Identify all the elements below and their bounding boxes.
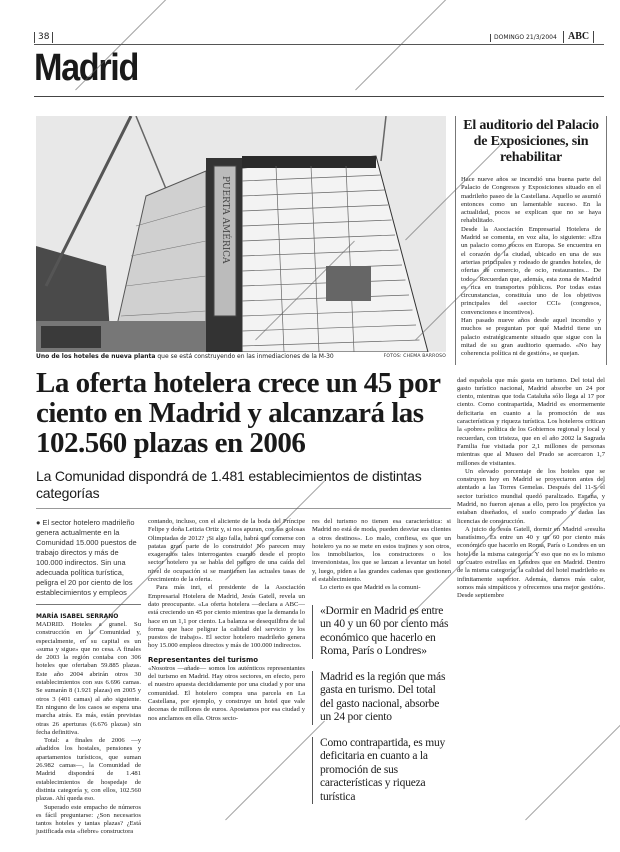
subhead-rule bbox=[36, 508, 451, 509]
paragraph: dad española que más gasta en turismo. Del total del gasto turístico nacional, Madrid absorbe un 24 por ciento, mientras que toda Cataluña sólo llega al 17 por ciento. Como contrapartida, Madrid es enormemente deficitaria en cuanto a la promoción de sus características y riqueza turística. Los hoteleros critican la «pobre» política de los Gobiernos regional y local y recuerdan, con tristeza, que en el año 2002 la Sagrada Familia fue visitada por 2,1 millones de personas mientras que al Museo del Prado se acercaron 1,7 millones de visitantes. bbox=[457, 376, 605, 467]
article-column-1 bbox=[36, 518, 141, 837]
article-column-2 bbox=[148, 518, 305, 723]
paragraph: MADRID. Hoteles a granel. Su construcción en la Comunidad y, especialmente, en su capital es un «suma y sigue» que no cesa. A finales de 2003 la región contaba con 306 hoteles que ofertaban 59.885 plazas. Este año 2004 abrirán otros 30 establecimientos con sus 6.696 camas. Se sumarán 8 (1.921 plazas) en 2005 y otros 3 (401 camas) al año siguiente. En ninguno de los casos se espera una marcha atrás. Es más, están previstas otras 26 aperturas (6.676 plazas) sin fecha definitiva. bbox=[36, 621, 141, 736]
page-number: 38 bbox=[34, 32, 53, 43]
watermark-line bbox=[355, 0, 455, 90]
sidebar-title: El auditorio del Palacio de Exposiciones, sin rehabilitar bbox=[463, 118, 599, 165]
paragraph: Un elevado porcentaje de los hoteles que se construyen hoy en Madrid se proyectaron antes del atentado a las Torres Gemelas. Después del 11-S el sector turístico mundial quedó paralizado. España, y Madrid, no fueron ajenas a ello, pero los proyectos ya estaban diseñados, el suelo comprado y dadas las licencias de construcción. bbox=[457, 467, 605, 525]
main-article bbox=[36, 368, 451, 837]
paragraph: Han pasado nueve años desde aquel incendio y muchos se preguntan por qué Madrid tiene un palacio estratégicamente situado que sigue con la mitad de su gran auditorio quemado. «No hay coherencia política ni de gestión», se quejan. bbox=[461, 317, 601, 358]
article-column-4 bbox=[455, 377, 607, 601]
paragraph: Lo cierto es que Madrid es la comuni- bbox=[320, 584, 421, 592]
paragraph: «Nosotros —añade— somos los auténticos representantes del turismo en Madrid. Hay otros sectores, en efecto, pero el nuestro apuesta decididamente por una ciudad y por una comunidad. El hotelero compra una parcela en La Castellana, por ejemplo, y construye un hotel que vale decenas de millones de euros. Apostamos por esa ciudad y nos anclamos en ella. Otros secto- bbox=[148, 664, 305, 722]
paragraph: Total: a finales de 2006 —y añadidos los hostales, pensiones y apartamentos turísticos, que suman 26.982 camas—, la Comunidad de Madrid dispondrá de 1.481 establecimientos de hospedaje de distinta categoría y, con ellos, 102.560 plazas. Ahí queda eso. bbox=[36, 737, 141, 803]
column-1-text bbox=[36, 621, 141, 837]
sidebar-body bbox=[461, 176, 601, 359]
paragraph: Desde la Asociación Empresarial Hotelera de Madrid se comenta, en voz alta, lo siguiente: «Era un palacio como pocos en Europa. Se encuentra en el corazón de la ciudad, ubicado en una de sus arterias principales y rodeado de grandes hoteles, de ofertas de comercio, de ocio, restaurantes... De todo». Recuerdan que, además, esta zona de Madrid es rica en transportes públicos. Por todas estas circunstancias, constituía uno de los objetivos principales del «sector CCI» (congresos, convenciones e incentivos). bbox=[461, 225, 601, 316]
sidebar-box bbox=[455, 116, 607, 365]
issue-date: DOMINGO 21/3/2004 bbox=[490, 34, 557, 42]
paragraph: contando, incluso, con el aliciente de la boda del Príncipe Felipe y doña Letizia Ortiz y, si nos apuran, con las golosas Olimpiadas de 2012? ¡Si algo falla, habrá que comerse con patatas gran parte de lo construido! No parecen muy exagerados tales interrogantes cuando desde el propio sector hotelero ya se habla del peligro de una caída del nivel de ocupación si se mantienen las actuales tasas de crecimiento de la oferta. bbox=[148, 518, 305, 584]
pull-quote: Madrid es la región que más gasta en turismo. Del total del gasto nacional, absorbe un 24 por ciento bbox=[312, 671, 451, 725]
caption-text: que se está construyendo en las inmediaciones de la M-30 bbox=[155, 353, 334, 360]
building-banner: PUERTA AMÉRICA bbox=[220, 176, 230, 264]
section-title: Madrid bbox=[34, 47, 139, 89]
paragraph: Para más inri, el presidente de la Asociación Empresarial Hotelera de Madrid, Jesús Gatell, revela un dato preocupante. «La oferta hotelera —declara a ABC— está creciendo un 45 por ciento mientras que la demanda lo hace en un 1,1 por ciento. La balanza se desequilibra de tal forma que hace peligrar la calidad del servicio y los puestos de trabajo». El sector hotelero madrileño genera hoy 15.000 empleos directos y más de 100.000 indirectos. bbox=[148, 584, 305, 650]
article-headline: La oferta hotelera crece un 45 por ciento en Madrid y alcanzará las 102.560 plazas en 2006 bbox=[36, 367, 440, 459]
article-column-3 bbox=[312, 518, 451, 804]
watermark-line bbox=[525, 721, 620, 821]
paragraph: Superado este empacho de números es fácil preguntarse: ¿Son necesarios tantos hoteles y tantas plazas? ¿Está justificada esta «fiebre» constructora bbox=[36, 803, 141, 836]
header-rule bbox=[34, 44, 604, 45]
article-columns bbox=[36, 518, 451, 837]
paragraph: res del turismo no tienen esa característica: si Madrid no está de moda, pueden desviar sus clientes a otros destinos». Lo malo, confiesa, es que un hotelero ya no se mete en estos trajines y son otros, los inmobiliarios, los constructores o los inversionistas, los que se lanzan a levantar un hotel y, luego, piden a las grandes cadenas que gestionen el establecimiento. bbox=[312, 518, 451, 584]
intertitle: Representantes del turismo bbox=[148, 655, 259, 664]
paragraph: A juicio de Jesús Gatell, dormir en Madrid «resulta baratísimo. Es entre un 40 y un 60 por ciento más económico que hacerlo en Roma, París o Londres en un hotel de la misma categoría. Y eso que no es lo mismo un cuatro estrellas en Londres que en Madrid. Dentro de la misma categoría, la calidad del hotel madrileño es infinitamente superior. Además, damos más calor, somos más simpáticos y ofrecemos una mejor gestión». Desde septiembre bbox=[457, 525, 605, 600]
caption-bold: Uno de los hoteles de nueva planta bbox=[36, 353, 156, 360]
paragraph: Hace nueve años se incendió una buena parte del Palacio de Congresos y Exposiciones situado en el madrileño paseo de la Castellana. Aquello se asumió entonces como un lamentable suceso. En la actualidad, pocos se explican que no se haya rehabilitado. bbox=[461, 176, 601, 225]
column-3-text bbox=[312, 518, 451, 593]
right-column bbox=[455, 116, 607, 601]
newspaper-logo: ABC bbox=[563, 31, 594, 43]
photo-credit: FOTOS: CHEMA BARROSO bbox=[383, 354, 446, 359]
photo-caption bbox=[36, 353, 446, 361]
hotel-construction-photo bbox=[36, 116, 446, 352]
pull-quote: «Dormir en Madrid es entre un 40 y un 60 por ciento más económico que hacerlo en Roma, París o Londres» bbox=[312, 605, 451, 659]
pull-quote: Como contrapartida, es muy deficitaria en cuanto a la promoción de sus características y riqueza turística bbox=[312, 737, 451, 805]
article-lead: ● El sector hotelero madrileño genera actualmente en la Comunidad 15.000 puestos de trabajo directos y más de 100.000 indirectos. Sin una adecuada política turística, peligra el 20 por ciento de los establecimientos y empleos bbox=[36, 518, 137, 597]
article-subheadline: La Comunidad dispondrá de 1.481 establecimientos de distintas categorías bbox=[36, 468, 422, 501]
section-rule bbox=[34, 96, 604, 97]
byline: MARÍA ISABEL SERRANO bbox=[36, 613, 119, 620]
lead-rule bbox=[36, 604, 141, 605]
